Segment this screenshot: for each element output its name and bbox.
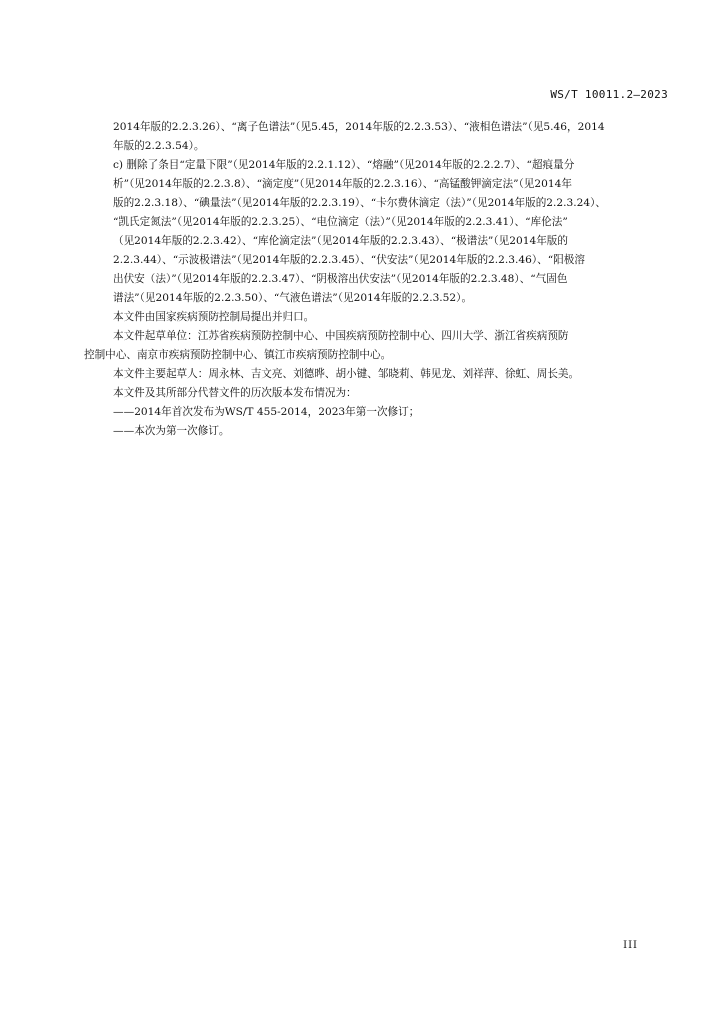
text-line: 出伏安（法）”（见2014年版的2.2.3.47）、“阴极溶出伏安法”（见2014年版的2.2.3.48）、“气固色 — [113, 273, 568, 285]
text-line: 谱法”（见2014年版的2.2.3.50）、“气液色谱法”（见2014年版的2.2.3.52）。 — [113, 292, 473, 304]
text-line: c) 删除了条目“定量下限”（见2014年版的2.2.1.12）、“熔融”（见2014年版的2.2.2.7）、“超痕量分 — [113, 159, 575, 171]
text-line: 2014年版的2.2.3.26）、“离子色谱法”（见5.45，2014年版的2.2.3.53）、“液相色谱法”（见5.46，2014 — [113, 121, 605, 133]
text-line: 版的2.2.3.18）、“碘量法”（见2014年版的2.2.3.19）、“卡尔费休滴定（法）”（见2014年版的2.2.3.24）、 — [113, 197, 607, 209]
text-line: 析”（见2014年版的2.2.3.8）、“滴定度”（见2014年版的2.2.3.16）、“高锰酸钾滴定法”（见2014年 — [113, 178, 572, 190]
text-line: 控制中心、南京市疾病预防控制中心、镇江市疾病预防控制中心。 — [84, 349, 392, 361]
text-line: “凯氏定氮法”（见2014年版的2.2.3.25）、“电位滴定（法）”（见2014年版的2.2.3.41）、“库伦法” — [113, 216, 568, 228]
text-line: ——本次为第一次修订。 — [113, 425, 230, 437]
text-line: 本文件主要起草人：周永林、吉文亮、刘德晔、胡小键、邹晓莉、韩见龙、刘祥萍、徐虹、周长美。 — [113, 368, 580, 380]
text-line: 本文件及其所部分代替文件的历次版本发布情况为： — [113, 387, 357, 399]
foreword-body — [84, 118, 670, 441]
page-number: III — [623, 940, 638, 951]
text-line: 2.2.3.44）、“示波极谱法”（见2014年版的2.2.3.45）、“伏安法”（见2014年版的2.2.3.46）、“阳极溶 — [113, 254, 585, 266]
text-line: ——2014年首次发布为WS/T 455-2014，2023年第一次修订； — [113, 406, 420, 418]
text-line: （见2014年版的2.2.3.42）、“库伦滴定法”（见2014年版的2.2.3.43）、“极谱法”（见2014年版的 — [113, 235, 568, 247]
text-line: 年版的2.2.3.54）。 — [113, 140, 205, 152]
standard-number-header: WS/T 10011.2—2023 — [550, 88, 668, 101]
text-line: 本文件起草单位：江苏省疾病预防控制中心、中国疾病预防控制中心、四川大学、浙江省疾病预防 — [113, 330, 569, 342]
text-line: 本文件由国家疾病预防控制局提出并归口。 — [113, 311, 315, 323]
